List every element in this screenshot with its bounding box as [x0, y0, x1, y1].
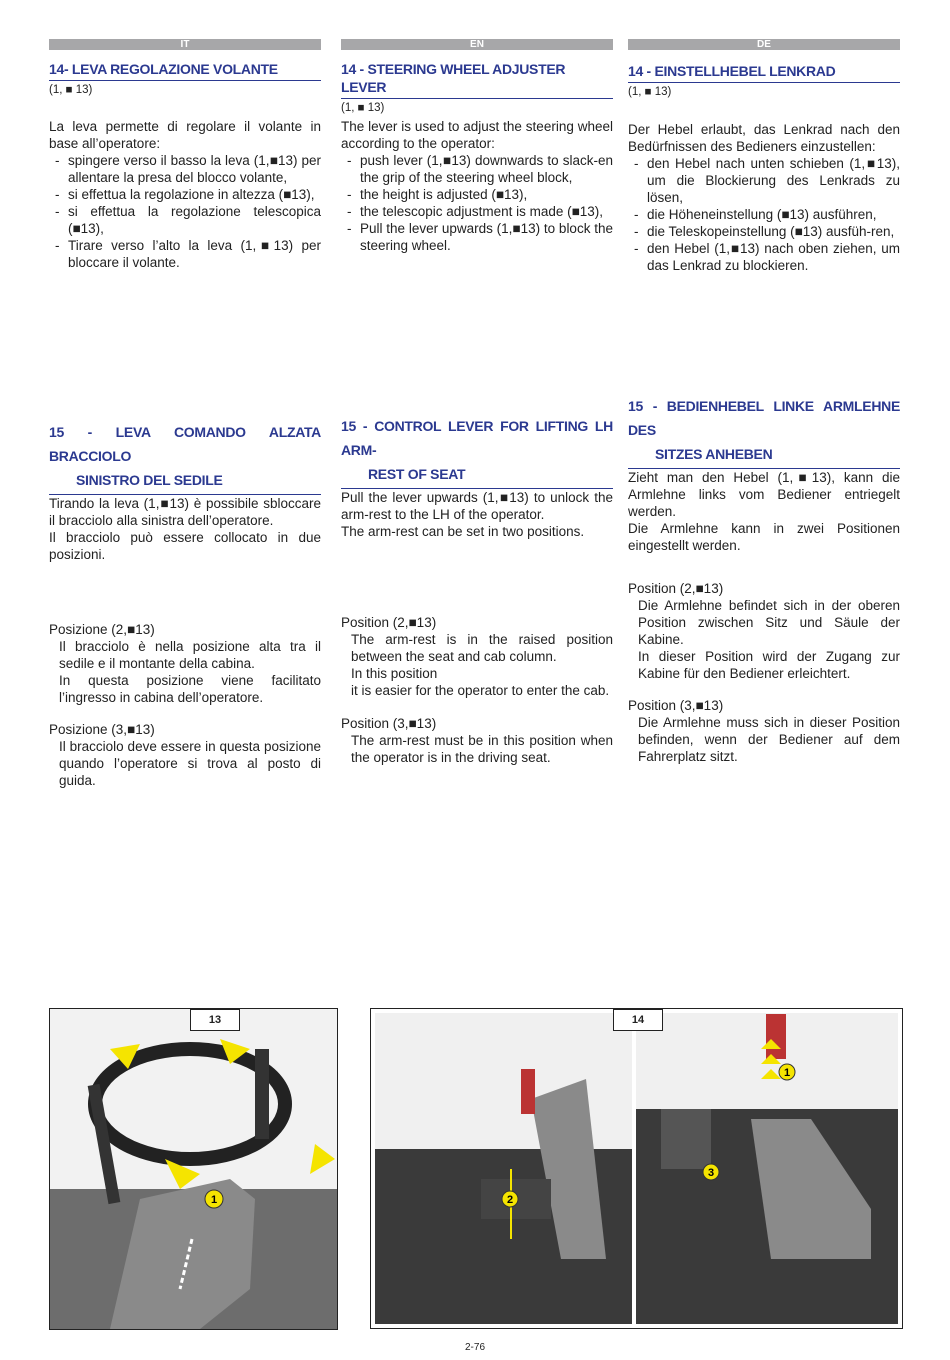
paragraph: Zieht man den Hebel (1,■13), kann die Armlehne links vom Bediener entriegelt werden.: [628, 470, 900, 519]
position-text: In dieser Position wird der Zugang zur Kabine für den Bediener erleichtert.: [638, 649, 900, 681]
position-2: [49, 621, 321, 721]
armrest-illustration: [371, 1009, 902, 1328]
position-label: Position (3,■13): [341, 716, 437, 731]
position-3: [49, 721, 321, 789]
section-14: [628, 62, 900, 121]
list-item: - den Hebel nach unten schieben (1,■13), um die Blockierung des Lenkrads zu lösen,: [628, 155, 900, 206]
section-15-title: [49, 420, 321, 495]
callout-1: 1: [783, 1067, 791, 1079]
paragraph: Pull the lever upwards (1,■13) to unlock the arm-rest to the LH of the operator.: [341, 490, 613, 522]
position-text: Die Armlehne befindet sich in der oberen Position zwischen Sitz und Säule der Kabine.: [638, 598, 900, 647]
callout-1: 1: [210, 1194, 218, 1206]
section-15-title-line1: 15 - CONTROL LEVER FOR LIFTING LH ARM-: [341, 418, 613, 458]
section-14-figure-ref: (1, ■ 13): [628, 86, 672, 98]
section-14-figure-ref: (1, ■ 13): [341, 102, 385, 114]
section-15-title-line1: 15 - LEVA COMANDO ALZATA BRACCIOLO: [49, 424, 321, 464]
section-14-figure-ref: (1, ■ 13): [49, 84, 93, 96]
position-text: In questa posizione viene facilitato l’ingresso in cabina dell’operatore.: [59, 673, 321, 705]
section-15-title-line2: SITZES ANHEBEN: [655, 446, 773, 462]
column-de: [628, 0, 900, 765]
section-15-title-line1: 15 - BEDIENHEBEL LINKE ARMLEHNE DES: [628, 398, 900, 438]
section-15-body: [49, 495, 321, 621]
column-en: [341, 0, 613, 766]
callout-2: 2: [506, 1194, 514, 1206]
position-text: Die Armlehne muss sich in dieser Position befinden, wenn der Bediener auf dem Fahrerplatz sitzt.: [638, 715, 900, 764]
section-14-intro: Der Hebel erlaubt, das Lenkrad nach den Bedürfnissen des Bedieners einzustellen:: [628, 122, 900, 154]
position-2: [628, 580, 900, 697]
position-label: Posizione (3,■13): [49, 722, 155, 737]
list-item: - the height is adjusted (■13),: [341, 186, 613, 203]
list-item: - die Höheneinstellung (■13) ausführen,: [628, 206, 900, 223]
figure-14-label: 14: [613, 1009, 663, 1031]
paragraph: Tirando la leva (1,■13) è possibile sbloccare il bracciolo alla sinistra dell’operatore.: [49, 496, 321, 528]
position-2: [341, 614, 613, 715]
list-item: - den Hebel (1,■13) nach oben ziehen, um das Lenkrad zu blockieren.: [628, 240, 900, 274]
section-15-heading: [341, 414, 613, 489]
section-14-body: [49, 118, 321, 420]
list-item: - die Teleskopeinstellung (■13) ausfüh-ren,: [628, 223, 900, 240]
list-item: - si effettua la regolazione telescopica (■13),: [49, 203, 321, 237]
figure-13-steering-photo: [49, 1008, 338, 1330]
figure-13-label: 13: [190, 1009, 240, 1031]
paragraph: Il bracciolo può essere collocato in due posizioni.: [49, 530, 321, 562]
position-label: Posizione (2,■13): [49, 622, 155, 637]
page-number: 2-76: [464, 1342, 485, 1353]
language-header-de: DE: [628, 39, 900, 50]
position-text: it is easier for the operator to enter the cab.: [351, 683, 610, 698]
list-item: - push lever (1,■13) downwards to slack-en the grip of the steering wheel block,: [341, 152, 613, 186]
position-3: [341, 715, 613, 766]
paragraph: Die Armlehne kann in zwei Positionen eingestellt werden.: [628, 521, 900, 553]
section-15-title: [628, 394, 900, 469]
section-15-heading: [49, 420, 321, 495]
section-14: [341, 60, 613, 118]
language-header-it: IT: [49, 39, 321, 50]
position-label: Position (2,■13): [341, 615, 437, 630]
callout-3: 3: [707, 1167, 715, 1179]
section-14-body: [341, 118, 613, 414]
position-text: The arm-rest must be in this position when the operator is in the driving seat.: [351, 733, 613, 765]
position-text: In this position: [351, 666, 438, 681]
section-14-title: 14- LEVA REGOLAZIONE VOLANTE: [49, 60, 321, 81]
section-14-intro: La leva permette di regolare il volante in base all’operatore:: [49, 119, 321, 151]
list-item: - Pull the lever upwards (1,■13) to block the steering wheel.: [341, 220, 613, 254]
section-14-body: [628, 121, 900, 394]
position-label: Position (2,■13): [628, 581, 724, 596]
section-14-title: 14 - STEERING WHEEL ADJUSTER LEVER: [341, 60, 613, 99]
list-item: - spingere verso il basso la leva (1,■13) per allentare la presa del blocco volante,: [49, 152, 321, 186]
column-it: [49, 0, 321, 789]
section-15-title-line2: SINISTRO DEL SEDILE: [76, 472, 223, 488]
position-text: The arm-rest is in the raised position between the seat and cab column.: [351, 632, 613, 664]
figure-14-armrest-photo: [370, 1008, 903, 1329]
list-item: - the telescopic adjustment is made (■13),: [341, 203, 613, 220]
section-14: [49, 60, 321, 118]
steering-lever-illustration: [50, 1009, 337, 1329]
section-15-heading: [628, 394, 900, 469]
section-15-title-line2: REST OF SEAT: [368, 466, 466, 482]
position-text: Il bracciolo deve essere in questa posizione quando l’operatore si trova al posto di guida.: [59, 739, 321, 788]
list-item: - si effettua la regolazione in altezza (■13),: [49, 186, 321, 203]
position-text: Il bracciolo è nella posizione alta tra il sedile e il montante della cabina.: [59, 639, 321, 671]
section-15-body: [341, 489, 613, 614]
position-label: Position (3,■13): [628, 698, 724, 713]
position-3: [628, 697, 900, 765]
section-14-intro: The lever is used to adjust the steering wheel according to the operator:: [341, 119, 613, 151]
list-item: - Tirare verso l’alto la leva (1,■13) per bloccare il volante.: [49, 237, 321, 271]
section-15-body: [628, 469, 900, 580]
paragraph: The arm-rest can be set in two positions.: [341, 524, 585, 539]
section-15-title: [341, 414, 613, 489]
language-header-en: EN: [341, 39, 613, 50]
section-14-title: 14 - EINSTELLHEBEL LENKRAD: [628, 62, 900, 83]
